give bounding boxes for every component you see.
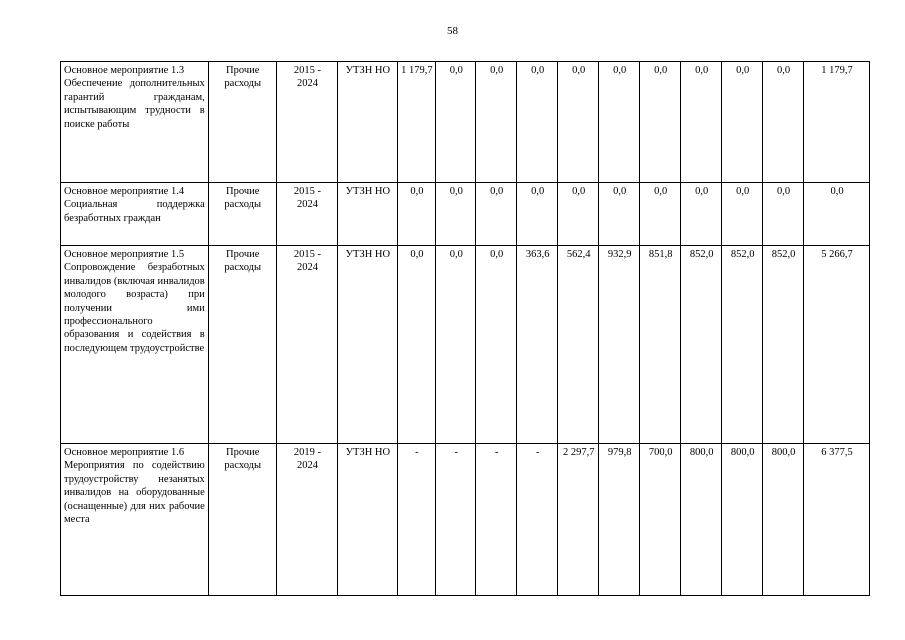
activity-description: Основное мероприятие 1.5 Сопровождение безработных инвалидов (включая инвалидов молодого возраста) при получении ими профессионального образования и содействия в последующем трудоустройстве — [61, 246, 209, 444]
year-value: 979,8 — [599, 444, 640, 596]
total-value: 5 266,7 — [804, 246, 870, 444]
year-value: 0,0 — [476, 62, 517, 183]
year-value: 0,0 — [397, 183, 436, 246]
year-value: 0,0 — [558, 62, 599, 183]
year-value: 0,0 — [640, 62, 681, 183]
table-row — [61, 183, 870, 246]
total-value: 0,0 — [804, 183, 870, 246]
year-value: 0,0 — [599, 62, 640, 183]
year-value: 0,0 — [722, 183, 763, 246]
executor: УТЗН НО — [338, 246, 397, 444]
year-value: - — [436, 444, 476, 596]
implementation-period: 2015 - 2024 — [276, 62, 337, 183]
year-value: 0,0 — [722, 62, 763, 183]
year-value: 562,4 — [558, 246, 599, 444]
table-row — [61, 444, 870, 596]
table-row — [61, 246, 870, 444]
executor: УТЗН НО — [338, 444, 397, 596]
year-value: 0,0 — [476, 183, 517, 246]
year-value: 0,0 — [681, 62, 722, 183]
year-value: 0,0 — [436, 183, 476, 246]
page-number: 58 — [447, 25, 458, 37]
year-value: 800,0 — [763, 444, 804, 596]
expense-type: Прочие расходы — [208, 246, 276, 444]
year-value: 363,6 — [517, 246, 558, 444]
implementation-period: 2015 - 2024 — [276, 246, 337, 444]
year-value: 0,0 — [436, 62, 476, 183]
expense-type: Прочие расходы — [208, 183, 276, 246]
year-value: 0,0 — [436, 246, 476, 444]
implementation-period: 2019 - 2024 — [276, 444, 337, 596]
year-value: 2 297,7 — [558, 444, 599, 596]
year-value: 0,0 — [599, 183, 640, 246]
year-value: 852,0 — [681, 246, 722, 444]
year-value: 1 179,7 — [397, 62, 436, 183]
year-value: 800,0 — [681, 444, 722, 596]
executor: УТЗН НО — [338, 183, 397, 246]
year-value: 0,0 — [558, 183, 599, 246]
year-value: 932,9 — [599, 246, 640, 444]
year-value: 852,0 — [763, 246, 804, 444]
table-row — [61, 62, 870, 183]
year-value: - — [397, 444, 436, 596]
year-value: 0,0 — [517, 62, 558, 183]
budget-table — [60, 61, 870, 596]
year-value: 852,0 — [722, 246, 763, 444]
year-value: 851,8 — [640, 246, 681, 444]
activity-description: Основное мероприятие 1.6 Мероприятия по содействию трудоустройству незанятых инвалидов на оборудованные (оснащенные) для них рабочие места — [61, 444, 209, 596]
activity-description: Основное мероприятие 1.4 Социальная поддержка безработных граждан — [61, 183, 209, 246]
table-body — [61, 62, 870, 596]
year-value: 0,0 — [681, 183, 722, 246]
year-value: - — [517, 444, 558, 596]
year-value: 800,0 — [722, 444, 763, 596]
year-value: 0,0 — [640, 183, 681, 246]
year-value: - — [476, 444, 517, 596]
expense-type: Прочие расходы — [208, 444, 276, 596]
executor: УТЗН НО — [338, 62, 397, 183]
year-value: 0,0 — [397, 246, 436, 444]
total-value: 6 377,5 — [804, 444, 870, 596]
year-value: 700,0 — [640, 444, 681, 596]
year-value: 0,0 — [763, 183, 804, 246]
year-value: 0,0 — [517, 183, 558, 246]
total-value: 1 179,7 — [804, 62, 870, 183]
expense-type: Прочие расходы — [208, 62, 276, 183]
year-value: 0,0 — [476, 246, 517, 444]
implementation-period: 2015 - 2024 — [276, 183, 337, 246]
year-value: 0,0 — [763, 62, 804, 183]
activity-description: Основное мероприятие 1.3 Обеспечение дополнительных гарантий гражданам, испытывающим трудности в поиске работы — [61, 62, 209, 183]
